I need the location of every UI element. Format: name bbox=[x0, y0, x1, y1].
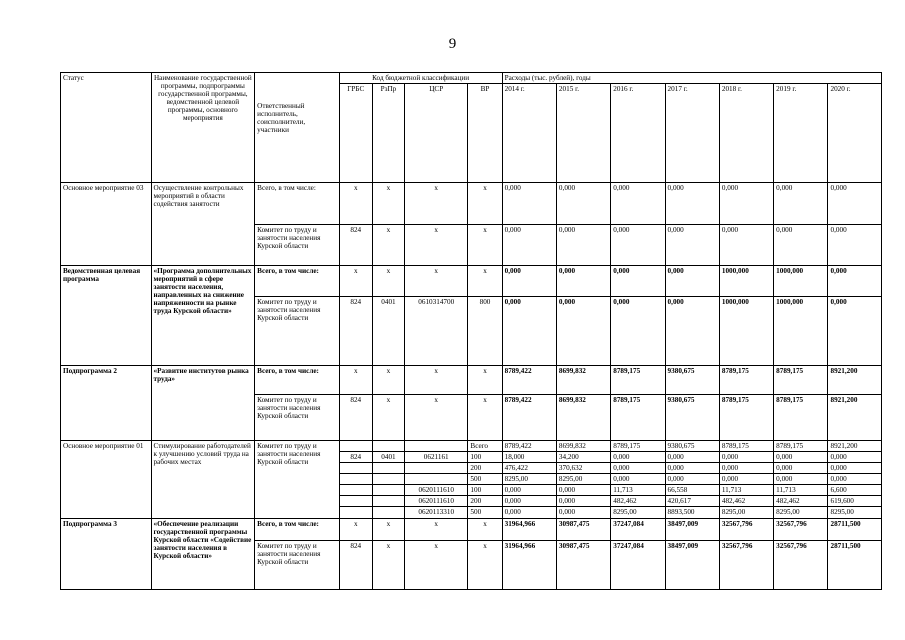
code-cell: 824 bbox=[339, 395, 372, 441]
value-cell: 8921,200 bbox=[828, 395, 882, 441]
value-cell: 8789,175 bbox=[611, 366, 665, 395]
value-cell: 0,000 bbox=[828, 297, 882, 366]
value-cell: 8789,175 bbox=[774, 441, 828, 452]
value-cell: 0,000 bbox=[611, 452, 665, 463]
table-row bbox=[61, 441, 882, 452]
value-cell: 420,617 bbox=[665, 496, 719, 507]
value-cell: 8295,00 bbox=[502, 474, 556, 485]
table-row bbox=[61, 266, 882, 297]
value-cell: 0,000 bbox=[611, 183, 665, 225]
value-cell: 0,000 bbox=[665, 474, 719, 485]
code-cell bbox=[372, 474, 404, 485]
code-cell: х bbox=[339, 183, 372, 225]
header-year: 2016 г. bbox=[611, 84, 665, 183]
value-cell: 0,000 bbox=[665, 183, 719, 225]
row-responsible: Всего, в том числе: bbox=[255, 518, 340, 540]
header-code: ЦСР bbox=[405, 84, 468, 183]
code-cell bbox=[405, 463, 468, 474]
header-name: Наименование государственной программы, подпрограммы государственной программы, ведомственной целевой программы, основного мероприятия bbox=[151, 73, 255, 183]
value-cell: 0,000 bbox=[611, 474, 665, 485]
value-cell: 8699,832 bbox=[556, 441, 610, 452]
header-responsible: Ответственный исполнитель, соисполнители, участники bbox=[255, 84, 340, 183]
header-year: 2018 г. bbox=[719, 84, 773, 183]
code-cell: 824 bbox=[339, 297, 372, 366]
code-cell bbox=[339, 507, 372, 518]
row-name: Стимулирование работодателей к улучшению условий труда на рабочих местах bbox=[151, 441, 255, 518]
value-cell: 8789,175 bbox=[611, 395, 665, 441]
value-cell: 0,000 bbox=[611, 297, 665, 366]
code-cell: х bbox=[405, 266, 468, 297]
code-cell: х bbox=[339, 266, 372, 297]
value-cell: 37247,084 bbox=[611, 518, 665, 540]
row-name: «Программа дополнительных мероприятий в сфере занятости населения, направленных на снижение напряженности на рынке труда Курской области» bbox=[151, 266, 255, 366]
value-cell: 0,000 bbox=[556, 266, 610, 297]
header-year: 2019 г. bbox=[774, 84, 828, 183]
code-cell bbox=[405, 441, 468, 452]
code-cell: х bbox=[372, 366, 404, 395]
value-cell: 8295,00 bbox=[774, 507, 828, 518]
header-year: 2014 г. bbox=[502, 84, 556, 183]
value-cell: 11,713 bbox=[611, 485, 665, 496]
code-cell: 100 bbox=[468, 485, 502, 496]
value-cell: 0,000 bbox=[665, 463, 719, 474]
value-cell: 8921,200 bbox=[828, 366, 882, 395]
code-cell: х bbox=[405, 366, 468, 395]
header-expense-group: Расходы (тыс. рублей), годы bbox=[502, 73, 881, 84]
code-cell: х bbox=[372, 395, 404, 441]
value-cell: 0,000 bbox=[665, 297, 719, 366]
code-cell: х bbox=[372, 225, 404, 266]
value-cell: 0,000 bbox=[556, 297, 610, 366]
table-row bbox=[61, 183, 882, 225]
value-cell: 11,713 bbox=[719, 485, 773, 496]
value-cell: 0,000 bbox=[611, 225, 665, 266]
row-status: Ведомственная целевая программа bbox=[61, 266, 152, 366]
value-cell: 1000,000 bbox=[774, 297, 828, 366]
code-cell: х bbox=[372, 183, 404, 225]
value-cell: 30987,475 bbox=[556, 518, 610, 540]
value-cell: 8699,832 bbox=[556, 395, 610, 441]
code-cell: х bbox=[468, 266, 502, 297]
value-cell: 31964,966 bbox=[502, 540, 556, 589]
value-cell: 0,000 bbox=[774, 463, 828, 474]
value-cell: 8295,00 bbox=[611, 507, 665, 518]
value-cell: 1000,000 bbox=[774, 266, 828, 297]
code-cell bbox=[372, 441, 404, 452]
code-cell: х bbox=[468, 540, 502, 589]
code-cell: 0620113310 bbox=[405, 507, 468, 518]
value-cell: 6,600 bbox=[828, 485, 882, 496]
value-cell: 32567,796 bbox=[774, 540, 828, 589]
value-cell: 32567,796 bbox=[774, 518, 828, 540]
code-cell: х bbox=[339, 366, 372, 395]
value-cell: 18,000 bbox=[502, 452, 556, 463]
code-cell: 200 bbox=[468, 463, 502, 474]
header-code-group: Код бюджетной классификации bbox=[339, 73, 502, 84]
code-cell: х bbox=[405, 540, 468, 589]
value-cell: 1000,000 bbox=[719, 297, 773, 366]
value-cell: 8789,175 bbox=[719, 441, 773, 452]
code-cell: 500 bbox=[468, 507, 502, 518]
code-cell bbox=[372, 463, 404, 474]
value-cell: 8789,175 bbox=[611, 441, 665, 452]
value-cell: 32567,796 bbox=[719, 540, 773, 589]
value-cell: 0,000 bbox=[502, 507, 556, 518]
code-cell: х bbox=[372, 518, 404, 540]
value-cell: 0,000 bbox=[556, 496, 610, 507]
row-responsible: Всего, в том числе: bbox=[255, 183, 340, 225]
value-cell: 8295,00 bbox=[556, 474, 610, 485]
value-cell: 28711,500 bbox=[828, 518, 882, 540]
value-cell: 38497,009 bbox=[665, 540, 719, 589]
value-cell: 0,000 bbox=[774, 225, 828, 266]
row-responsible: Всего, в том числе: bbox=[255, 266, 340, 297]
value-cell: 8295,00 bbox=[719, 507, 773, 518]
value-cell: 8295,00 bbox=[828, 507, 882, 518]
value-cell: 482,462 bbox=[611, 496, 665, 507]
value-cell: 0,000 bbox=[556, 507, 610, 518]
value-cell: 370,632 bbox=[556, 463, 610, 474]
value-cell: 66,558 bbox=[665, 485, 719, 496]
value-cell: 8789,422 bbox=[502, 441, 556, 452]
value-cell: 0,000 bbox=[828, 463, 882, 474]
code-cell bbox=[405, 474, 468, 485]
budget-table bbox=[60, 72, 882, 590]
row-responsible: Комитет по труду и занятости населения Курской области bbox=[255, 395, 340, 441]
row-responsible: Всего, в том числе: bbox=[255, 366, 340, 395]
value-cell: 1000,000 bbox=[719, 266, 773, 297]
value-cell: 0,000 bbox=[502, 485, 556, 496]
value-cell: 0,000 bbox=[502, 225, 556, 266]
table-row bbox=[61, 73, 882, 84]
header-year: 2020 г. bbox=[828, 84, 882, 183]
code-cell: 0621161 bbox=[405, 452, 468, 463]
table-row bbox=[61, 366, 882, 395]
value-cell: 0,000 bbox=[774, 474, 828, 485]
page-number: 9 bbox=[448, 36, 457, 52]
value-cell: 9380,675 bbox=[665, 441, 719, 452]
code-cell: х bbox=[405, 395, 468, 441]
header-status: Статус bbox=[61, 73, 152, 183]
code-cell bbox=[339, 441, 372, 452]
value-cell: 0,000 bbox=[828, 452, 882, 463]
code-cell: 500 bbox=[468, 474, 502, 485]
value-cell: 482,462 bbox=[774, 496, 828, 507]
code-cell: 0401 bbox=[372, 297, 404, 366]
code-cell: х bbox=[405, 225, 468, 266]
value-cell: 8789,175 bbox=[719, 395, 773, 441]
code-cell: х bbox=[372, 540, 404, 589]
value-cell: 34,200 bbox=[556, 452, 610, 463]
value-cell: 30987,475 bbox=[556, 540, 610, 589]
value-cell: 0,000 bbox=[611, 266, 665, 297]
header-code: РзПр bbox=[372, 84, 404, 183]
value-cell: 0,000 bbox=[502, 183, 556, 225]
value-cell: 0,000 bbox=[774, 183, 828, 225]
value-cell: 0,000 bbox=[556, 485, 610, 496]
row-name: Осуществление контрольных мероприятий в области содействия занятости bbox=[151, 183, 255, 266]
value-cell: 38497,009 bbox=[665, 518, 719, 540]
value-cell: 482,462 bbox=[719, 496, 773, 507]
value-cell: 32567,796 bbox=[719, 518, 773, 540]
value-cell: 0,000 bbox=[665, 452, 719, 463]
value-cell: 0,000 bbox=[828, 183, 882, 225]
value-cell: 0,000 bbox=[665, 266, 719, 297]
row-status: Основное мероприятие 03 bbox=[61, 183, 152, 266]
row-status: Основное мероприятие 01 bbox=[61, 441, 152, 518]
header-year: 2015 г. bbox=[556, 84, 610, 183]
code-cell: х bbox=[339, 518, 372, 540]
header-code: ГРБС bbox=[339, 84, 372, 183]
code-cell: 800 bbox=[468, 297, 502, 366]
value-cell: 0,000 bbox=[502, 266, 556, 297]
value-cell: 9380,675 bbox=[665, 366, 719, 395]
code-cell bbox=[339, 474, 372, 485]
row-name: «Развитие институтов рынка труда» bbox=[151, 366, 255, 441]
value-cell: 0,000 bbox=[719, 463, 773, 474]
value-cell: 476,422 bbox=[502, 463, 556, 474]
value-cell: 0,000 bbox=[719, 474, 773, 485]
header-year: 2017 г. bbox=[665, 84, 719, 183]
code-cell: х bbox=[468, 518, 502, 540]
code-cell: х bbox=[405, 183, 468, 225]
value-cell: 0,000 bbox=[556, 225, 610, 266]
value-cell: 11,713 bbox=[774, 485, 828, 496]
value-cell: 8893,500 bbox=[665, 507, 719, 518]
value-cell: 0,000 bbox=[719, 225, 773, 266]
table-row bbox=[61, 518, 882, 540]
code-cell: 0610314700 bbox=[405, 297, 468, 366]
value-cell: 0,000 bbox=[774, 452, 828, 463]
value-cell: 0,000 bbox=[556, 183, 610, 225]
value-cell: 0,000 bbox=[828, 266, 882, 297]
code-cell: 0620111610 bbox=[405, 485, 468, 496]
code-cell bbox=[372, 496, 404, 507]
value-cell: 37247,084 bbox=[611, 540, 665, 589]
value-cell: 9380,675 bbox=[665, 395, 719, 441]
code-cell: х bbox=[372, 266, 404, 297]
code-cell: х bbox=[468, 395, 502, 441]
row-responsible: Комитет по труду и занятости населения Курской области bbox=[255, 540, 340, 589]
code-cell: 824 bbox=[339, 225, 372, 266]
code-cell: х bbox=[468, 183, 502, 225]
code-cell: 824 bbox=[339, 452, 372, 463]
value-cell: 0,000 bbox=[828, 474, 882, 485]
value-cell: 0,000 bbox=[665, 225, 719, 266]
value-cell: 8699,832 bbox=[556, 366, 610, 395]
code-cell: 824 bbox=[339, 540, 372, 589]
code-cell bbox=[339, 485, 372, 496]
code-cell bbox=[372, 485, 404, 496]
value-cell: 0,000 bbox=[719, 183, 773, 225]
row-name: «Обеспечение реализации государственной программы Курской области «Содействие занятости населения в Курской области» bbox=[151, 518, 255, 589]
value-cell: 31964,966 bbox=[502, 518, 556, 540]
code-cell bbox=[339, 463, 372, 474]
value-cell: 8789,422 bbox=[502, 366, 556, 395]
code-cell: х bbox=[468, 225, 502, 266]
header-responsible-top bbox=[255, 73, 340, 84]
code-cell: 200 bbox=[468, 496, 502, 507]
value-cell: 8789,175 bbox=[774, 366, 828, 395]
value-cell: 0,000 bbox=[719, 452, 773, 463]
code-cell: 0401 bbox=[372, 452, 404, 463]
code-cell bbox=[372, 507, 404, 518]
row-responsible: Комитет по труду и занятости населения Курской области bbox=[255, 225, 340, 266]
value-cell: 619,600 bbox=[828, 496, 882, 507]
value-cell: 0,000 bbox=[828, 225, 882, 266]
row-status: Подпрограмма 2 bbox=[61, 366, 152, 441]
value-cell: 0,000 bbox=[502, 297, 556, 366]
code-cell: Всего bbox=[468, 441, 502, 452]
code-cell: х bbox=[405, 518, 468, 540]
value-cell: 0,000 bbox=[502, 496, 556, 507]
value-cell: 8789,175 bbox=[719, 366, 773, 395]
value-cell: 8789,422 bbox=[502, 395, 556, 441]
row-status: Подпрограмма 3 bbox=[61, 518, 152, 589]
row-responsible: Комитет по труду и занятости населения Курской области bbox=[255, 441, 340, 518]
code-cell bbox=[339, 496, 372, 507]
value-cell: 8921,200 bbox=[828, 441, 882, 452]
code-cell: 100 bbox=[468, 452, 502, 463]
value-cell: 28711,500 bbox=[828, 540, 882, 589]
value-cell: 8789,175 bbox=[774, 395, 828, 441]
header-code: ВР bbox=[468, 84, 502, 183]
row-responsible: Комитет по труду и занятости населения Курской области bbox=[255, 297, 340, 366]
code-cell: х bbox=[468, 366, 502, 395]
value-cell: 0,000 bbox=[611, 463, 665, 474]
code-cell: 0620111610 bbox=[405, 496, 468, 507]
